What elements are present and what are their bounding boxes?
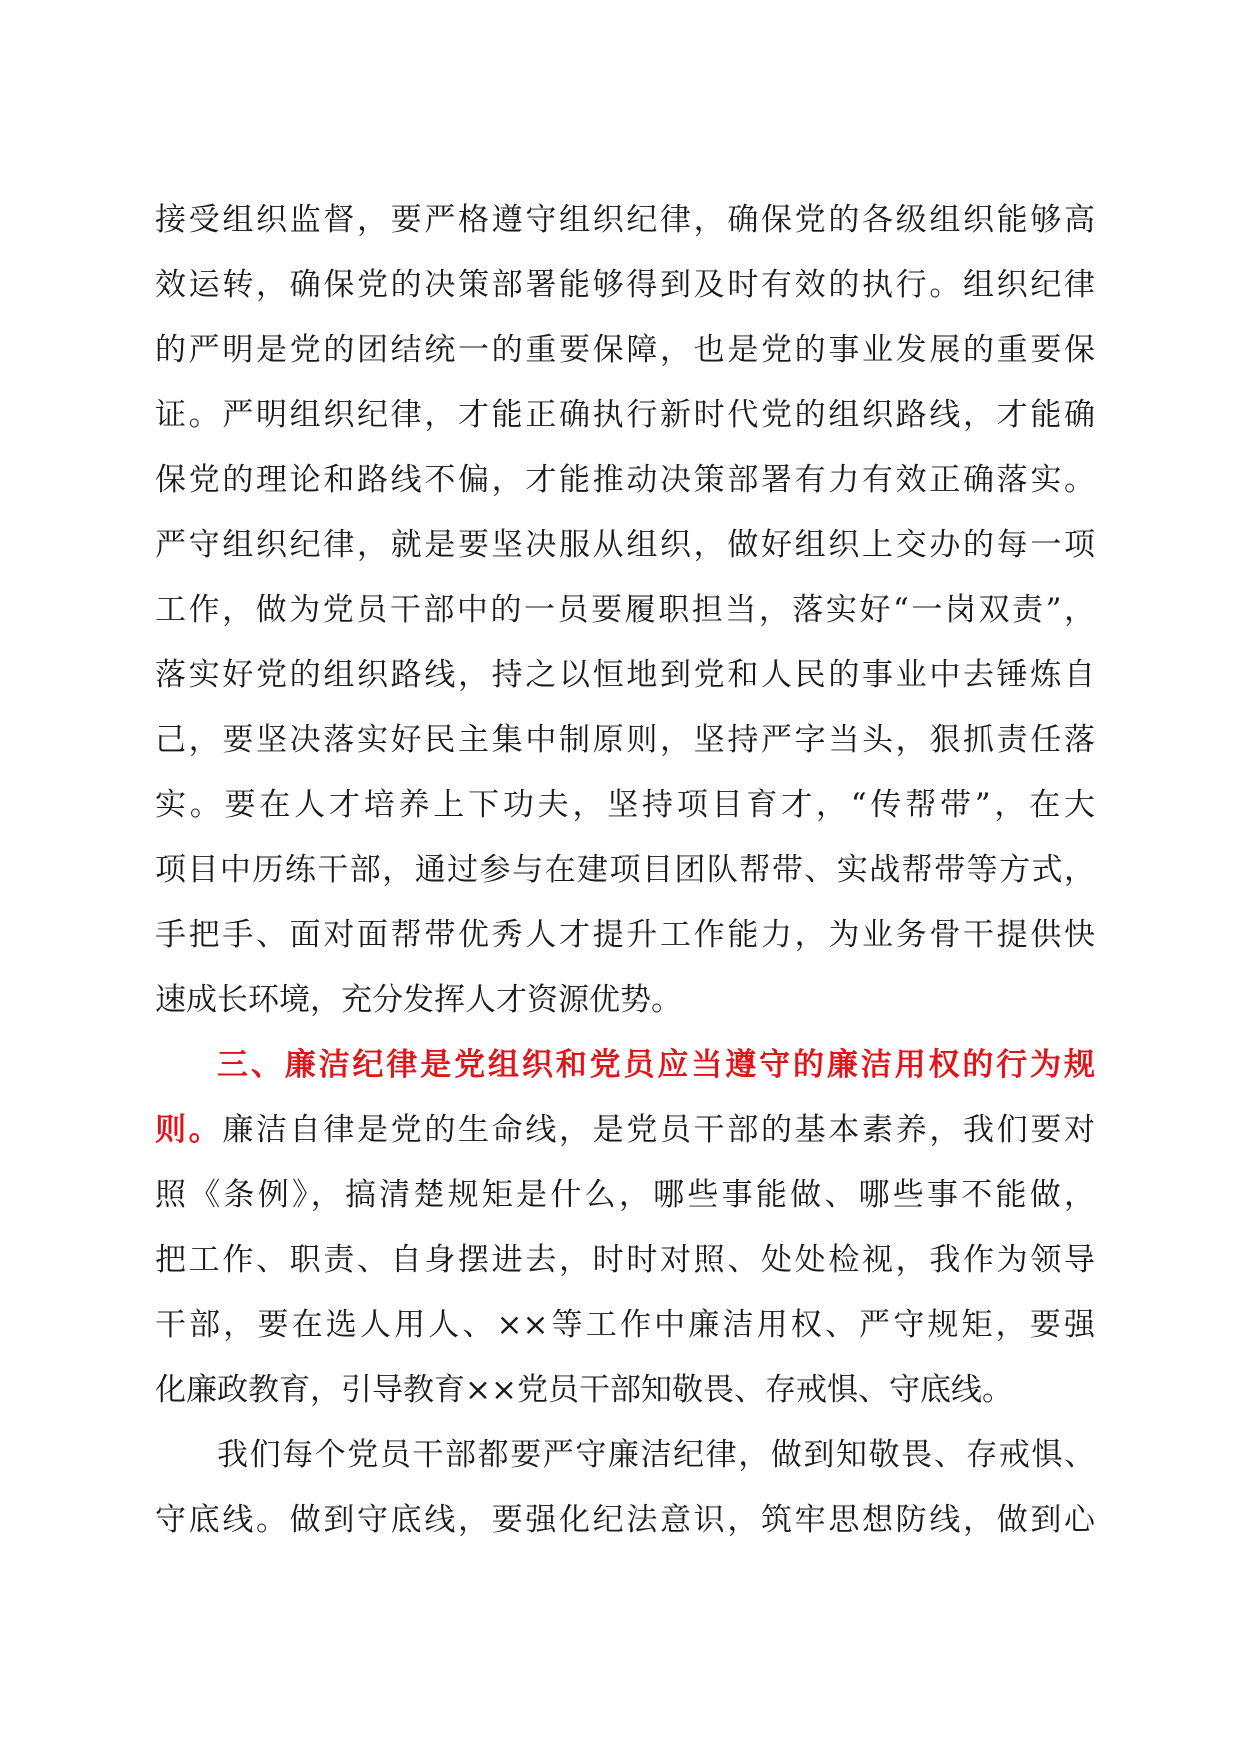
text-line: 速成长环境，充分发挥人才资源优势。 [155,982,682,1018]
document-body [155,188,1095,1553]
text-line: 照《条例》，搞清楚规矩是什么，哪些事能做、哪些事不能做， [155,1177,1095,1213]
paragraph-organizational-discipline [155,188,1095,1033]
section-heading-text: 三、廉洁纪律是党组织和党员应当遵守的廉洁用权的行为规 [217,1047,1095,1083]
text-line: 的严明是党的团结统一的重要保障，也是党的事业发展的重要保 [155,332,1095,368]
text-line: 项目中历练干部，通过参与在建项目团队帮带、实战帮带等方式， [155,852,1095,888]
text-line: 保党的理论和路线不偏，才能推动决策部署有力有效正确落实。 [155,462,1095,498]
text-line: 己，要坚决落实好民主集中制原则，坚持严字当头，狠抓责任落 [155,722,1095,758]
paragraph-integrity-discipline [155,1033,1095,1423]
text-line: 手把手、面对面帮带优秀人才提升工作能力，为业务骨干提供快 [155,917,1095,953]
text-line: 干部，要在选人用人、××等工作中廉洁用权、严守规矩，要强 [155,1307,1095,1343]
text-line: 守底线。做到守底线，要强化纪法意识，筑牢思想防线，做到心 [155,1502,1095,1538]
text-line: 接受组织监督，要严格遵守组织纪律，确保党的各级组织能够高 [155,202,1095,238]
text-line: 落实好党的组织路线，持之以恒地到党和人民的事业中去锤炼自 [155,657,1095,693]
text-line: 效运转，确保党的决策部署能够得到及时有效的执行。组织纪律 [155,267,1095,303]
text-line: 严守组织纪律，就是要坚决服从组织，做好组织上交办的每一项 [155,527,1095,563]
paragraph-bottom-line [155,1423,1095,1553]
text-line: 化廉政教育，引导教育××党员干部知敬畏、存戒惧、守底线。 [155,1372,1013,1408]
text-line: 把工作、职责、自身摆进去，时时对照、处处检视，我作为领导 [155,1242,1095,1278]
text-line [155,1098,1095,1163]
text-line: 工作，做为党员干部中的一员要履职担当，落实好“一岗双责”， [155,592,1095,628]
text-run: 廉洁自律是党的生命线，是党员干部的基本素养，我们要对 [222,1112,1096,1148]
section-heading-line [155,1033,1095,1098]
section-heading-text-end: 则。 [155,1112,223,1148]
text-line: 证。严明组织纪律，才能正确执行新时代党的组织路线，才能确 [155,397,1095,433]
text-line: 我们每个党员干部都要严守廉洁纪律，做到知敬畏、存戒惧、 [217,1437,1095,1473]
text-line: 实。要在人才培养上下功夫，坚持项目育才，“传帮带”，在大 [155,787,1095,823]
